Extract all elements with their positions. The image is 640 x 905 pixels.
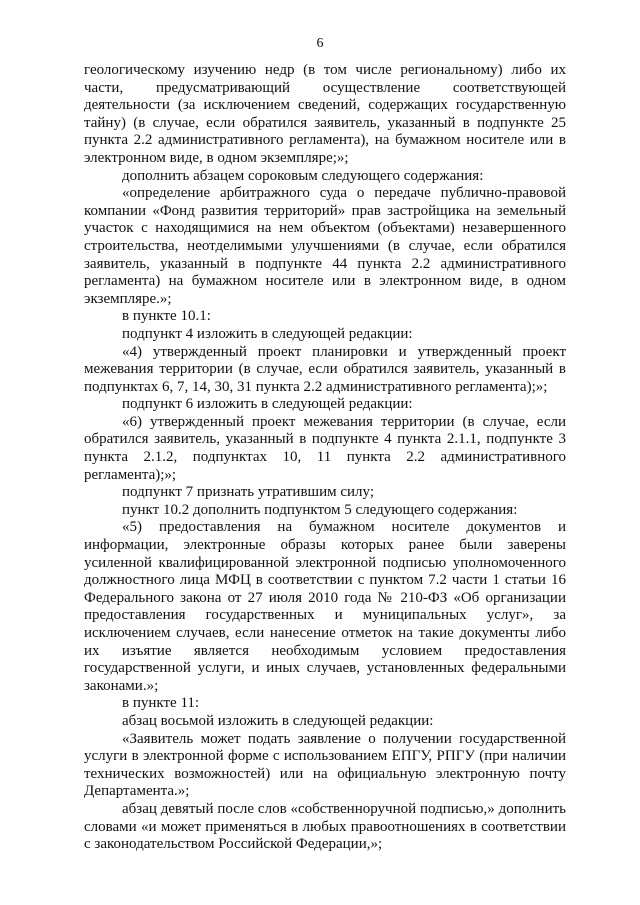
paragraph-instruction: абзац девятый после слов «собственноручной подписью,» дополнить словами «и может применяться в любых правоотношениях в соответствии с законодательством Российской Федерации,»;	[84, 800, 566, 853]
paragraph-instruction: подпункт 4 изложить в следующей редакции:	[122, 325, 413, 342]
paragraph-quote: «5) предоставления на бумажном носителе документов и информации, электронные образы которых ранее были заверены усиленной квалифицированной электронной подписью уполномоченного должностного лица МФЦ в соответствии с пунктом 7.2 части 1 статьи 16 Федерального закона от 27 июля 2010 года № 210-ФЗ «Об организации предоставления государственных и муниципальных услуг», за исключением случаев, если нанесение отметок на такие документы либо их изъятие является необходимым условием предоставления государственной услуги, и иных случаев, установленных федеральными законами.»;	[84, 519, 566, 694]
paragraph-quote: «4) утвержденный проект планировки и утвержденный проект межевания территории (в случае, если обратился заявитель, указанный в подпунктах 6, 7, 14, 30, 31 пункта 2.2 административного регламента);»;	[84, 343, 566, 395]
paragraph-continuation: геологическому изучению недр (в том числе региональному) либо их части, предусматривающий осуществление соответствующей деятельности (за исключением сведений, содержащих государственную тайну) (в случае, если обратился заявитель, указанный в подпункте 25 пункта 2.2 административного регламента), на бумажном носителе или в электронном виде, в одном экземпляре;»;	[84, 62, 566, 166]
paragraph-instruction: пункт 10.2 дополнить подпунктом 5 следующего содержания:	[122, 501, 518, 518]
page-number: 6	[316, 36, 324, 51]
paragraph-quote: «6) утвержденный проект межевания территории (в случае, если обратился заявитель, указанный в подпункте 4 пункта 2.1.1, подпункте 3 пункта 2.1.2, подпунктах 10, 11 пункта 2.2 административного регламента);»;	[84, 413, 566, 483]
paragraph-instruction: в пункте 10.1:	[122, 308, 211, 325]
document-body	[84, 62, 566, 854]
paragraph-quote: «определение арбитражного суда о передаче публично-правовой компании «Фонд развития территорий» прав застройщика на земельный участок с находящимися на нем объектом (объектами) незавершенного строительства, неотделимыми улучшениями (в случае, если обратился заявитель, указанный в подпункте 44 пункта 2.2 административного регламента) на бумажном носителе или в электронном виде, в одном экземпляре.»;	[84, 185, 566, 307]
paragraph-instruction: подпункт 7 признать утратившим силу;	[122, 484, 374, 501]
paragraph-instruction: в пункте 11:	[122, 695, 200, 712]
paragraph-instruction: абзац восьмой изложить в следующей редакции:	[122, 712, 434, 729]
paragraph-quote: «Заявитель может подать заявление о получении государственной услуги в электронной форме с использованием ЕПГУ, РПГУ (при наличии технических возможностей) или на официальную электронную почту Департамента.»;	[84, 730, 566, 800]
paragraph-instruction: дополнить абзацем сороковым следующего содержания:	[122, 167, 484, 184]
paragraph-instruction: подпункт 6 изложить в следующей редакции:	[122, 396, 413, 413]
